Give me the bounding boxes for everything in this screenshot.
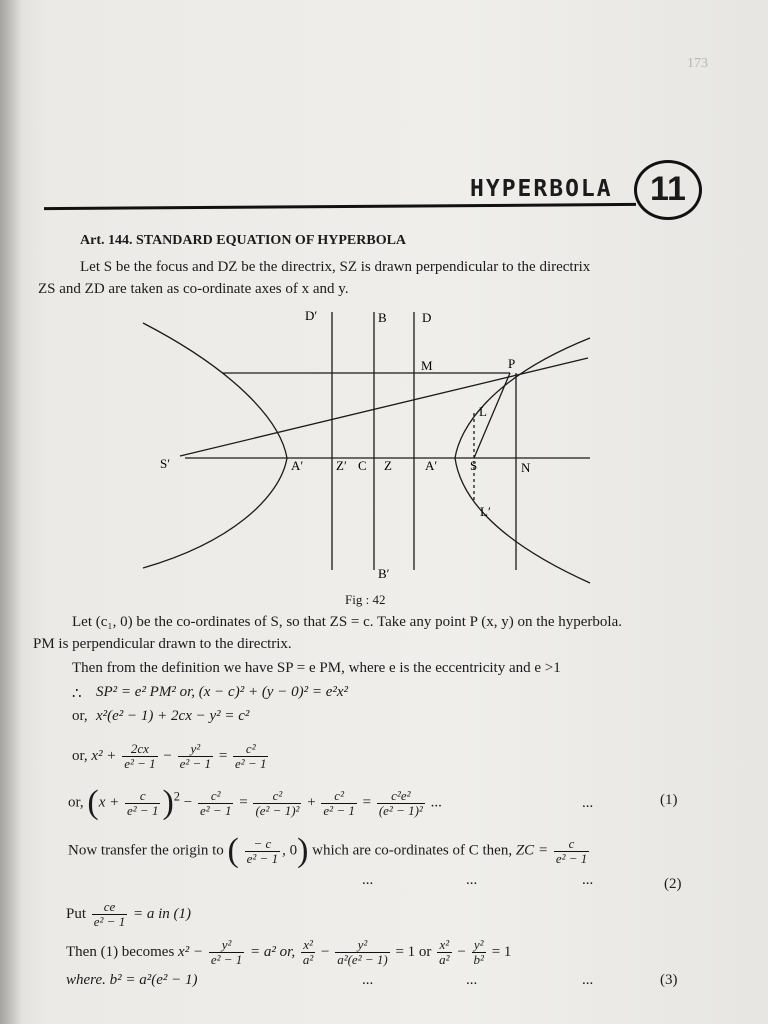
label-D: D <box>422 310 432 325</box>
intro-line-2: ZS and ZD are taken as co-ordinate axes of x and y. <box>38 281 349 297</box>
label-L-prime: L′ <box>480 504 491 519</box>
dots-eq2-b: ... <box>466 872 478 888</box>
let-line-2: PM is perpendicular drawn to the directrix. <box>33 636 292 652</box>
transfer-rest: which are co-ordinates of C then, <box>312 842 513 859</box>
label-C: C <box>358 458 367 473</box>
equation-number-1: (1) <box>660 792 678 808</box>
chapter-number-badge: 11 <box>634 160 702 220</box>
or-1: or, <box>72 708 88 724</box>
label-Z-prime: Z′ <box>336 458 347 473</box>
equation-1-row: or, (x + $\frac{c}{\text{e² − 1}}$ )$^2$ − $\frac{\text{c²}}{\text{e² − 1}}$ = $\frac{\text{c²}}{\text{(e² − 1)²}}$ + $\frac{\text{c²}}{\text{e² − 1}}$ = $\frac{\text{c²e²}}{\text{(e² − 1)²}}$ ... <box>68 784 442 821</box>
label-P: P <box>508 356 516 371</box>
becomes-row: Then (1) becomes x² − $\frac{\text{y²}}{\text{e² − 1}}$ = a² or, $\frac{\text{x²}}{\text{a²}}$ − $\frac{\text{y²}}{\text{a²(e² − 1)}}$ = 1 or $\frac{\text{x²}}{\text{a²}}$ − $\frac{\text{y²}}{\text{b²}}$ = 1 <box>66 937 512 967</box>
chapter-title: HYPERBOLA <box>470 176 613 202</box>
equation-c-row: or, x² + $\frac{2cx}{\text{e² − 1}}$ − $\frac{\text{y²}}{\text{e² − 1}}$ = $\frac{\text{c²}}{\text{e² − 1}}$ <box>72 741 267 771</box>
label-B: B <box>378 310 387 325</box>
label-A-prime-right: A′ <box>425 458 438 473</box>
dots-eq2-c: ... <box>582 872 594 888</box>
where-line: where. b² = a²(e² − 1) <box>66 972 198 988</box>
label-S-prime: S′ <box>160 456 171 471</box>
equation-a: SP² = e² PM² or, (x − c)² + (y − 0)² = e²x² <box>96 684 349 700</box>
label-B-prime: B′ <box>378 566 390 581</box>
header-rule <box>44 203 636 210</box>
label-S: S <box>470 458 478 473</box>
chapter-header <box>0 160 768 220</box>
put-rest: = a in (1) <box>132 905 191 922</box>
definition-line: Then from the definition we have SP = e PM, where e is the eccentricity and e >1 <box>72 660 561 676</box>
dots-eq1-a: ... <box>430 794 442 811</box>
figure-caption: Fig : 42 <box>345 592 386 607</box>
dots-eq1-b: ... <box>582 795 594 811</box>
zc-label: ZC = <box>515 842 549 859</box>
label-N: N <box>521 460 531 475</box>
dots-eq2-a: ... <box>362 872 374 888</box>
dots-eq3-a: ... <box>362 972 374 988</box>
transfer-text: Now transfer the origin to <box>68 842 224 859</box>
equation-b: x²(e² − 1) + 2cx − y² = c² <box>96 708 250 724</box>
article-heading: Art. 144. STANDARD EQUATION OF HYPERBOLA <box>80 233 407 248</box>
label-Z: Z <box>384 458 392 473</box>
or-3: or, <box>68 794 84 811</box>
dots-eq3-b: ... <box>466 972 478 988</box>
left-branch <box>143 323 287 568</box>
transfer-row: Now transfer the origin to ( $\frac{- c}{\text{e² − 1}}$ , 0) which are co-ordinates of C then, ZC = $\frac{c}{\text{e² − 1}}$ <box>68 832 588 869</box>
dots-eq3-c: ... <box>582 972 594 988</box>
let-line-1: Let (c₁, 0) be the co-ordinates of S, so that ZS = c. Take any point P (x, y) on the hyperbola. <box>72 614 623 630</box>
then-becomes: Then (1) becomes <box>66 943 175 960</box>
intro-line-1: Let S be the focus and DZ be the directrix, SZ is drawn perpendicular to the directrix <box>80 259 591 275</box>
put-row: Put $\frac{ce}{\text{e² − 1}}$ = a in (1) <box>66 899 191 929</box>
label-M: M <box>421 358 433 373</box>
page-number: 173 <box>687 56 708 71</box>
therefore-symbol: ∴ <box>72 686 82 702</box>
equation-number-3: (3) <box>660 972 678 988</box>
put-label: Put <box>66 905 87 922</box>
equation-number-2: (2) <box>664 876 682 892</box>
label-D-prime: D′ <box>305 308 318 323</box>
hyperbola-figure <box>0 298 768 598</box>
label-A-prime-left: A′ <box>291 458 304 473</box>
label-L: L <box>479 404 487 419</box>
or-2: or, <box>72 747 88 764</box>
